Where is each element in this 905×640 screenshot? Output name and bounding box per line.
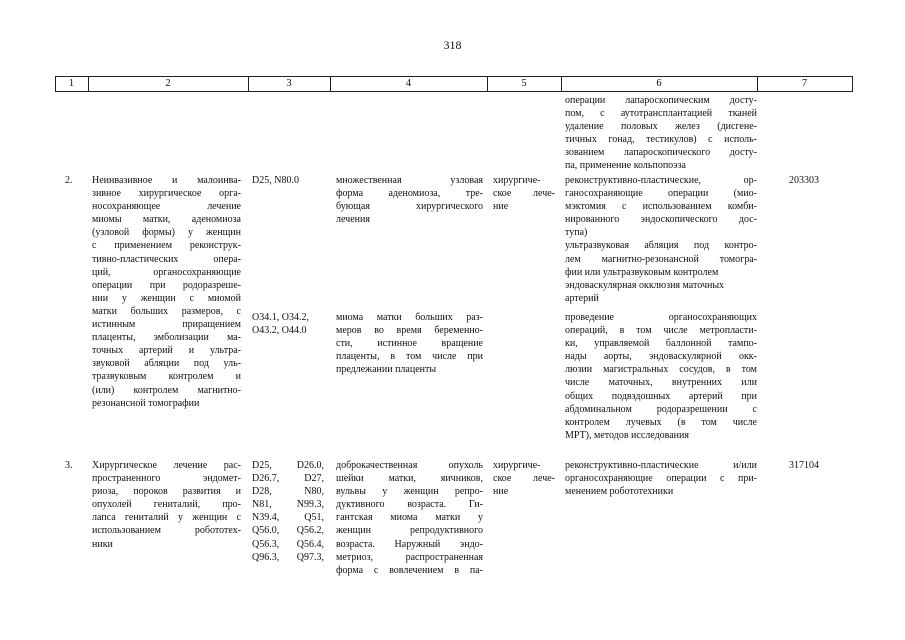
code: Q56.4, (296, 538, 324, 550)
text-line: сти, истинное вращение (336, 338, 483, 350)
text-line: реконструктивно-пластические и/или (565, 460, 757, 471)
icd-codes (252, 311, 328, 337)
text-line: ки, управляемой баллонной тампо- (565, 338, 757, 350)
text-line: (или) контролем магнитно- (92, 384, 241, 396)
icd-codes (252, 459, 324, 564)
text-line: использованием робототех- (92, 525, 241, 537)
code: D27, (304, 473, 324, 485)
text-line: ций, органосохраняющие (92, 266, 241, 278)
text-line: носохраняющее лечение (92, 201, 241, 213)
code: N39.4, (252, 512, 280, 524)
text-line: числе маточных, внутренних или (565, 377, 757, 389)
code: N99.3, (296, 499, 324, 511)
text-line: зивное хирургическое орга- (92, 188, 241, 200)
text-line: тразвуковым контролем и (92, 371, 241, 383)
text-line: лечения (336, 214, 370, 226)
text-line: звуковой абляции под уль- (92, 358, 241, 370)
cost-norm: 317104 (789, 460, 819, 471)
text-line: шейки матки, яичников, (336, 473, 483, 485)
text-line: операции при родоразреше- (92, 279, 241, 291)
text-line: форма аденомиоза, тре- (336, 188, 483, 200)
code: Q56.0, (252, 525, 280, 537)
text-line (252, 538, 324, 551)
code: Q96.3, (252, 551, 280, 563)
header-cell-7: 7 (801, 78, 808, 89)
text-line: лапса гениталий у женщин с (92, 512, 241, 524)
text-line: (узловой формы) у женщин (92, 227, 241, 239)
text-line: тупа) (565, 227, 588, 239)
page-number: 318 (443, 38, 462, 52)
text-line: ние (493, 201, 509, 213)
text-line: предлежании плаценты (336, 364, 437, 376)
code: Q51, (304, 512, 324, 524)
text-line: удаление половых желез (дисгене- (565, 121, 757, 133)
text-line: точных артерий и ультра- (92, 345, 241, 357)
text-line: контролем лучевых (в том числе (565, 416, 757, 428)
text-line: ние (493, 486, 509, 498)
text-line: зованием лапароскопического досту- (565, 147, 757, 159)
profile-name (92, 459, 241, 551)
text-line: опухолей гениталий, про- (92, 499, 241, 511)
text-line: резонансной томографии (92, 397, 200, 409)
text-line: возраста. Наружный эндо- (336, 538, 483, 550)
text-line: нии у женщин с миомой (92, 292, 241, 304)
text-line: дуктивного возраста. Ги- (336, 499, 483, 511)
text-line: менением робототехники (565, 486, 674, 498)
text-line: меров во время беременно- (336, 325, 483, 337)
text-line: с применением реконструк- (92, 240, 241, 252)
text-line: операций, в том числе метропласти- (565, 325, 757, 337)
text-line: ское лече- (493, 188, 555, 200)
code: Q56.2, (296, 525, 324, 537)
text-line: истинным приращением (92, 319, 241, 331)
text-line: па, применение кольпопоэза (565, 160, 686, 172)
code: D26.0, (296, 460, 324, 471)
text-line (252, 485, 324, 498)
header-cell-1: 1 (68, 78, 75, 89)
header-separator (852, 77, 853, 91)
text-line: хирургиче- (493, 175, 541, 186)
patient-model (336, 174, 483, 226)
text-line: плаценты, в том числе при (336, 351, 483, 363)
text-line: O43.2, O44.0 (252, 325, 307, 337)
text-line: метриоз, распространенная (336, 551, 483, 563)
text-line: женщин репродуктивного (336, 525, 483, 537)
code: D26.7, (252, 473, 280, 485)
treatment-kind (493, 459, 555, 498)
text-line: МРТ), методов исследования (565, 429, 689, 441)
header-cell-6: 6 (656, 78, 662, 89)
text-line: вульвы у женщин репро- (336, 486, 483, 498)
header-cell-5: 5 (521, 78, 527, 89)
text-line: ники (92, 538, 113, 550)
text-line: пом, с аутотрансплантацией тканей (565, 108, 757, 120)
text-line: O34.1, O34.2, (252, 312, 309, 323)
header-top-rule (55, 76, 853, 77)
header-cell-4: 4 (405, 78, 412, 89)
code: Q56.3, (252, 538, 280, 550)
text-line: фии или ультразвуковым контролем (565, 266, 719, 278)
text-line: ское лече- (493, 473, 555, 485)
text-line: пространенного эндомет- (92, 473, 241, 485)
text-line: множественная узловая (336, 175, 483, 186)
patient-model (336, 311, 483, 376)
text-line: тивно-пластических опера- (92, 253, 241, 265)
treatment-method (565, 459, 757, 498)
text-line: миомы матки, аденомиоза (92, 214, 241, 226)
text-line (252, 511, 324, 524)
text-line: реконструктивно-пластические, ор- (565, 175, 757, 186)
text-line: люзии магистральных сосудов, в том (565, 364, 757, 376)
treatment-method (565, 174, 757, 305)
text-line: гантская миома матки у (336, 512, 483, 524)
code: D25, (252, 460, 272, 471)
text-line: эндоваскулярная окклюзия маточных (565, 279, 725, 291)
text-line: тичных гонад, тестикулов) с исполь- (565, 134, 757, 146)
text-line: лем магнитно-резонансной томогра- (565, 253, 757, 265)
patient-model (336, 459, 483, 577)
text-line: доброкачественная опухоль (336, 460, 483, 471)
text-line (252, 459, 324, 472)
treatment-method (565, 311, 757, 442)
cost-norm: 203303 (789, 175, 819, 186)
text-line (252, 498, 324, 511)
code: D28, (252, 486, 272, 498)
header-cell-3: 3 (286, 78, 292, 89)
header-cell-2: 2 (165, 78, 171, 89)
text-line: общих подвздошных артерий при (565, 390, 757, 402)
text-line: Хирургическое лечение рас- (92, 460, 241, 471)
text-line: риоза, пороков развития и (92, 486, 241, 498)
text-line: форма с вовлечением в па- (336, 564, 483, 576)
text-line (252, 472, 324, 485)
text-line: нированного эндоскопического дос- (565, 214, 757, 226)
text-line: матки больших размеров, с (92, 305, 241, 317)
text-line: D25, N80.0 (252, 175, 299, 186)
code: N81, (252, 499, 272, 511)
text-line: проведение органосохраняющих (565, 312, 757, 323)
text-line (252, 551, 324, 564)
method-continuation (565, 94, 757, 173)
text-line: Неинвазивное и малоинва- (92, 175, 241, 186)
text-line: бующая хирургического (336, 201, 483, 213)
text-line: абдоминальном родоразрешении с (565, 403, 757, 415)
row-number: 3. (65, 460, 73, 471)
text-line: плаценты, эмболизации ма- (92, 332, 241, 344)
text-line (252, 524, 324, 537)
profile-name (92, 174, 241, 410)
text-line: ганосохраняющие операции (мио- (565, 188, 757, 200)
code: Q97.3, (296, 551, 324, 563)
code: N80, (304, 486, 324, 498)
text-line: операции лапароскопическим досту- (565, 95, 757, 106)
text-line: органосохраняющие операции с при- (565, 473, 757, 485)
header-bottom-rule (55, 91, 853, 92)
text-line: ультразвуковая абляция под контро- (565, 240, 757, 252)
text-line: артерий (565, 292, 599, 304)
row-number: 2. (65, 175, 73, 186)
text-line: хирургиче- (493, 460, 541, 471)
text-line: нады аорты, эндоваскулярной окк- (565, 351, 757, 363)
text-line: миома матки больших раз- (336, 312, 483, 323)
icd-codes (252, 174, 328, 187)
text-line: мэктомия с использованием комби- (565, 201, 757, 213)
treatment-kind (493, 174, 555, 213)
